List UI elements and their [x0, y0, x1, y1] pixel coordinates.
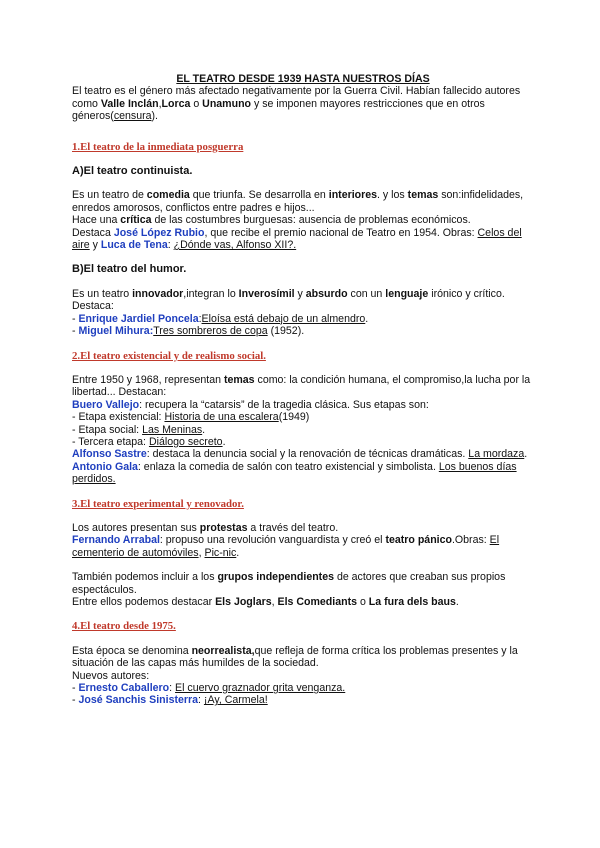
text-run: : recupera la “catarsis” de la tragedia clásica. Sus etapas son:: [139, 398, 429, 411]
work-title: Diálogo secreto: [148, 435, 223, 448]
work-title: Tres sombreros de copa: [153, 325, 268, 338]
work-title: ¿Dónde vas, Alfonso XII?.: [173, 239, 297, 252]
section-heading-1: 1.El teatro de la inmediata posguerra: [72, 140, 244, 153]
section-heading-4: 4.El teatro desde 1975.: [72, 620, 176, 633]
text-run: protestas: [199, 521, 248, 534]
paragraph-experimental: [72, 522, 534, 559]
text-run: temas: [223, 373, 255, 386]
text-run: que triunfa. Se desarrolla en: [189, 189, 329, 202]
text-run: Entre 1950 y 1968, representan: [72, 373, 224, 386]
text-run: que refleja de forma crítica los problemas presentes y la situación de las capas más humildes de la sociedad.: [72, 644, 518, 670]
work-title: Historia de una escalera: [164, 411, 279, 424]
text-run: temas: [407, 189, 439, 202]
text-run: o: [357, 596, 369, 608]
author-name: Ernesto Caballero: [78, 682, 170, 695]
text-run: como: la condición humana, el compromiso,la lucha por la libertad... Destacan:: [72, 373, 531, 399]
text-run: El teatro es el género más afectado negativamente por la Guerra Civil. Habían fallecido autores como: [72, 85, 521, 110]
text-run: .: [365, 312, 369, 325]
paragraph-grupos: [72, 571, 534, 608]
work-title: La mordaza: [468, 448, 525, 461]
author-name: Enrique Jardiel Poncela: [78, 312, 199, 325]
text-run: Es un teatro: [72, 287, 133, 300]
text-run: ).: [151, 110, 158, 123]
text-run: ,integran lo: [183, 287, 239, 300]
text-run: , que recibe el premio nacional de Teatro en 1954. Obras:: [204, 226, 478, 239]
text-run: -: [72, 694, 79, 707]
text-run: -: [72, 325, 79, 338]
text-run: .: [455, 596, 459, 608]
intro-paragraph: [72, 85, 534, 122]
text-run: neorrealista,: [191, 644, 255, 657]
text-run: absurdo: [305, 287, 348, 300]
text-run: de actores que creaban sus propios espectáculos.: [72, 571, 506, 596]
author-name: José López Rubio: [113, 226, 205, 239]
text-run: Destaca:: [72, 300, 114, 313]
text-run: Inverosímil: [238, 287, 295, 300]
text-run: :: [167, 239, 174, 252]
text-run: - Etapa social:: [72, 423, 143, 436]
text-run: Hace una: [72, 214, 121, 227]
subheading-humor: B)El teatro del humor.: [72, 263, 187, 276]
text-run: : destaca la denuncia social y la renovación de técnicas dramáticas.: [146, 448, 469, 461]
text-run: : enlaza la comedia de salón con teatro existencial y simbolista.: [137, 460, 439, 473]
text-run: Valle Inclán: [100, 97, 159, 110]
text-run: - Etapa existencial:: [72, 411, 165, 424]
text-run: interiores: [328, 189, 378, 202]
text-run: -: [72, 682, 79, 695]
paragraph-existencial: [72, 374, 534, 486]
text-run: Esta época se denomina: [72, 644, 192, 657]
text-run: con un: [347, 287, 386, 300]
text-run: grupos independientes: [217, 571, 334, 584]
author-name: Antonio Gala: [72, 460, 138, 473]
text-run: - Tercera etapa:: [72, 435, 149, 448]
paragraph-1975: [72, 645, 534, 707]
subheading-continuista: A)El teatro continuista.: [72, 165, 193, 178]
work-title: Celos del aire: [72, 226, 522, 252]
text-run: -: [72, 312, 79, 325]
text-run: (1949): [278, 411, 310, 424]
text-run: La fura dels baus: [368, 596, 456, 608]
work-title: ¡Ay, Carmela!: [203, 694, 268, 707]
text-run: ,: [198, 546, 205, 559]
author-name: José Sanchis Sinisterra: [78, 694, 199, 707]
text-run: .: [222, 435, 226, 448]
work-title: Las Meninas: [142, 423, 203, 436]
author-name: Luca de Tena: [100, 239, 168, 252]
text-run: y: [89, 239, 101, 252]
text-run: innovador: [132, 287, 184, 300]
text-run: crítica: [120, 214, 152, 227]
work-title: Eloísa está debajo de un almendro: [201, 312, 366, 325]
text-run: irónico y crítico.: [428, 287, 505, 300]
paragraph-humor: [72, 288, 534, 338]
text-run: :: [169, 682, 176, 695]
text-run: son:infidelidades, enredos amorosos, conflictos entre padres e hijos...: [72, 189, 524, 214]
paragraph-continuista: [72, 189, 534, 251]
author-name: Buero Vallejo: [72, 398, 140, 411]
text-run: Es un teatro de: [72, 189, 147, 202]
text-run: ,: [158, 97, 162, 110]
text-run: comedia: [146, 189, 190, 202]
author-name: Miguel Mihura:: [78, 325, 154, 338]
text-run: y se imponen mayores restricciones que en otros géneros(: [72, 97, 485, 123]
section-heading-2: 2.El teatro existencial y de realismo social.: [72, 349, 266, 362]
text-run: : propuso una revolución vanguardista y creó el: [159, 534, 386, 547]
text-run: lenguaje: [385, 287, 429, 300]
section-heading-3: 3.El teatro experimental y renovador.: [72, 497, 244, 510]
text-run: Els Joglars: [215, 596, 272, 608]
text-run: y: [294, 287, 306, 300]
text-run: ,: [271, 596, 278, 608]
text-run: Entre ellos podemos destacar: [72, 596, 216, 608]
text-run: .: [524, 448, 528, 461]
author-name: Alfonso Sastre: [72, 448, 147, 461]
work-title: El cementerio de automóviles: [72, 534, 500, 559]
text-run: .: [236, 546, 240, 559]
text-run: censura: [113, 110, 152, 123]
text-run: (1952).: [267, 325, 305, 338]
text-run: a través del teatro.: [247, 521, 339, 534]
text-run: Unamuno: [202, 97, 252, 110]
text-run: Nuevos autores:: [72, 669, 150, 682]
text-run: de las costumbres burguesas: ausencia de problemas económicos.: [151, 214, 471, 227]
text-run: Los autores presentan sus: [72, 521, 200, 534]
text-run: .: [202, 423, 206, 436]
work-title: Los buenos días perdidos.: [72, 460, 517, 486]
text-run: :: [198, 694, 204, 707]
work-title: Pic-nic: [204, 546, 237, 559]
text-run: Els Comediants: [277, 596, 357, 608]
text-run: teatro pánico: [385, 534, 452, 547]
text-run: :: [198, 312, 202, 325]
text-run: o: [190, 97, 203, 110]
text-run: .Obras:: [451, 534, 490, 547]
text-run: . y los: [377, 189, 408, 202]
text-run: Destaca: [72, 226, 114, 239]
page-title: EL TEATRO DESDE 1939 HASTA NUESTROS DÍAS: [176, 73, 430, 85]
work-title: El cuervo graznador grita venganza.: [175, 682, 346, 695]
author-name: Fernando Arrabal: [72, 534, 160, 547]
document-page: [72, 73, 534, 707]
text-run: También podemos incluir a los: [72, 571, 218, 584]
text-run: Lorca: [161, 97, 191, 110]
